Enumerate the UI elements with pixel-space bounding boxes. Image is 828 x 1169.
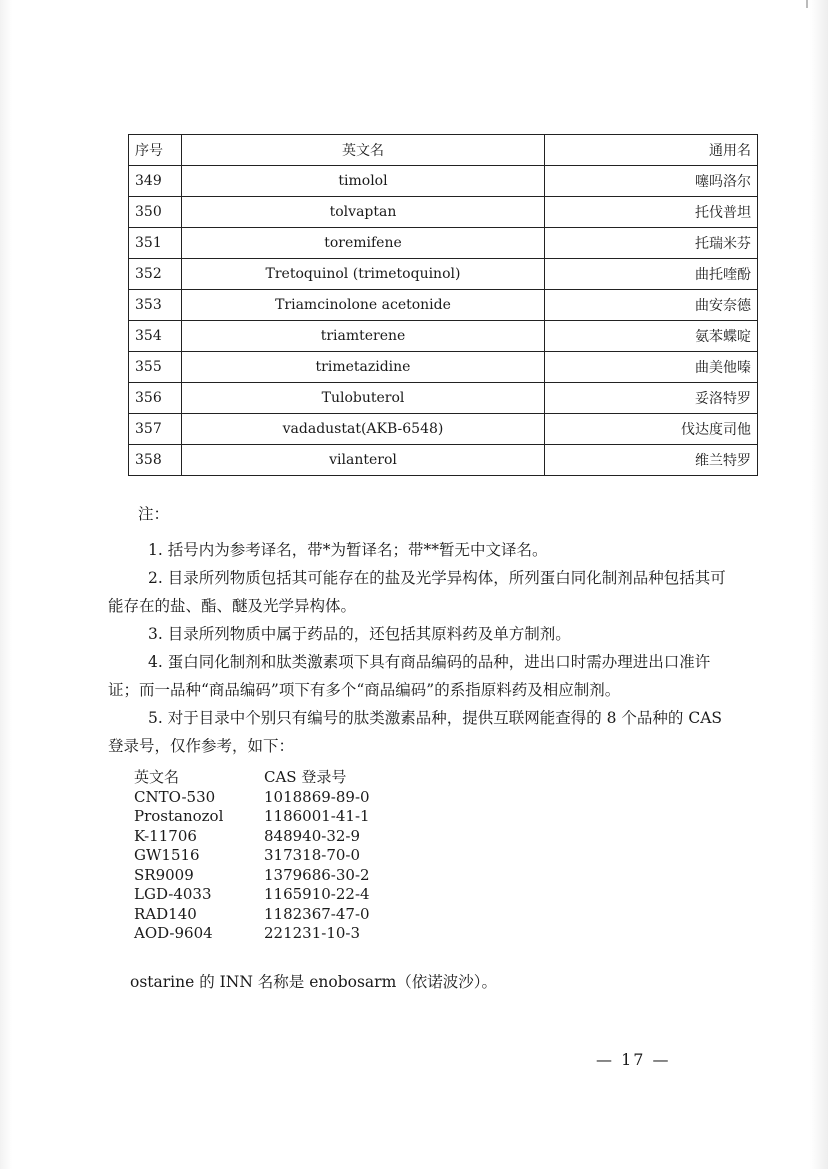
cas-header-num: CAS 登录号: [264, 768, 347, 786]
row-num: 356: [129, 383, 182, 414]
cas-name: CNTO-530: [134, 787, 216, 806]
table-row: [129, 445, 758, 476]
cas-number: 317318-70-0: [264, 846, 361, 864]
cas-number: 1379686-30-2: [264, 865, 370, 884]
scan-edge-mark: [806, 0, 822, 8]
substance-table: [128, 134, 758, 476]
row-en: triamterene: [182, 321, 545, 352]
table-row: [129, 383, 758, 414]
cas-number: 221231-10-3: [264, 924, 361, 942]
note-item: 2. 目录所列物质包括其可能存在的盐及光学异构体，所列蛋白同化制剂品种包括其可能存在的盐、酯、醚及光学异构体。: [108, 569, 726, 615]
row-en: Tulobuterol: [182, 383, 545, 414]
table-header-row: [129, 135, 758, 166]
row-en: trimetazidine: [182, 352, 545, 383]
notes-label: 注：: [138, 505, 170, 523]
row-num: 352: [129, 259, 182, 290]
note-item: 3. 目录所列物质中属于药品的，还包括其原料药及单方制剂。: [148, 625, 571, 643]
cas-row: [134, 807, 404, 827]
row-cn: 托瑞米芬: [545, 228, 758, 259]
row-en: vadadustat(AKB-6548): [182, 414, 545, 445]
row-num: 351: [129, 228, 182, 259]
row-en: tolvaptan: [182, 197, 545, 228]
table-row: [129, 414, 758, 445]
header-cn: 通用名: [545, 135, 758, 166]
row-cn: 曲美他嗪: [545, 352, 758, 383]
cas-row: [134, 866, 404, 886]
table-row: [129, 166, 758, 197]
cas-number: 1018869-89-0: [264, 787, 370, 806]
row-cn: 伐达度司他: [545, 414, 758, 445]
row-en: Triamcinolone acetonide: [182, 290, 545, 321]
row-num: 358: [129, 445, 182, 476]
table-row: [129, 290, 758, 321]
header-en: 英文名: [182, 135, 545, 166]
row-cn: 氨苯蝶啶: [545, 321, 758, 352]
row-num: 350: [129, 197, 182, 228]
table-row: [129, 228, 758, 259]
cas-row: [134, 827, 404, 847]
row-en: Tretoquinol (trimetoquinol): [182, 259, 545, 290]
cas-list: [134, 768, 404, 944]
cas-name: GW1516: [134, 846, 200, 864]
note-item: 4. 蛋白同化制剂和肽类激素项下具有商品编码的品种，进出口时需办理进出口准许证；而一品种“商品编码”项下有多个“商品编码”的系指原料药及相应制剂。: [108, 653, 711, 699]
row-en: vilanterol: [182, 445, 545, 476]
page-number: — 17 —: [596, 1050, 671, 1069]
cas-name: Prostanozol: [134, 807, 224, 825]
row-cn: 曲托喹酚: [545, 259, 758, 290]
cas-number: 1186001-41-1: [264, 807, 370, 825]
cas-row: [134, 788, 404, 808]
row-en: toremifene: [182, 228, 545, 259]
cas-row: [134, 924, 404, 944]
row-cn: 托伐普坦: [545, 197, 758, 228]
row-cn: 妥洛特罗: [545, 383, 758, 414]
row-num: 354: [129, 321, 182, 352]
ostarine-note: ostarine 的 INN 名称是 enobosarm（依诺波沙）。: [130, 973, 498, 991]
note-item: 5. 对于目录中个别只有编号的肽类激素品种，提供互联网能查得的 8 个品种的 CAS 登录号，仅作参考，如下：: [108, 709, 723, 755]
notes-section: [108, 500, 733, 760]
cas-name: AOD-9604: [134, 924, 213, 942]
cas-row: [134, 846, 404, 866]
cas-name: K-11706: [134, 826, 197, 845]
cas-row: [134, 885, 404, 905]
row-cn: 维兰特罗: [545, 445, 758, 476]
cas-row: [134, 905, 404, 925]
header-num: 序号: [129, 135, 182, 166]
cas-header-row: [134, 768, 404, 788]
table-row: [129, 352, 758, 383]
cas-name: SR9009: [134, 865, 194, 884]
note-item: 1. 括号内为参考译名，带*为暂译名；带**暂无中文译名。: [148, 541, 548, 559]
row-cn: 噻吗洛尔: [545, 166, 758, 197]
cas-header-name: 英文名: [134, 768, 180, 786]
cas-number: 1182367-47-0: [264, 904, 370, 923]
table-row: [129, 259, 758, 290]
table-row: [129, 197, 758, 228]
row-num: 353: [129, 290, 182, 321]
row-num: 355: [129, 352, 182, 383]
row-cn: 曲安奈德: [545, 290, 758, 321]
row-en: timolol: [182, 166, 545, 197]
cas-number: 1165910-22-4: [264, 885, 370, 903]
row-num: 349: [129, 166, 182, 197]
table-row: [129, 321, 758, 352]
cas-name: LGD-4033: [134, 885, 212, 903]
row-num: 357: [129, 414, 182, 445]
cas-number: 848940-32-9: [264, 826, 361, 845]
cas-name: RAD140: [134, 904, 197, 923]
